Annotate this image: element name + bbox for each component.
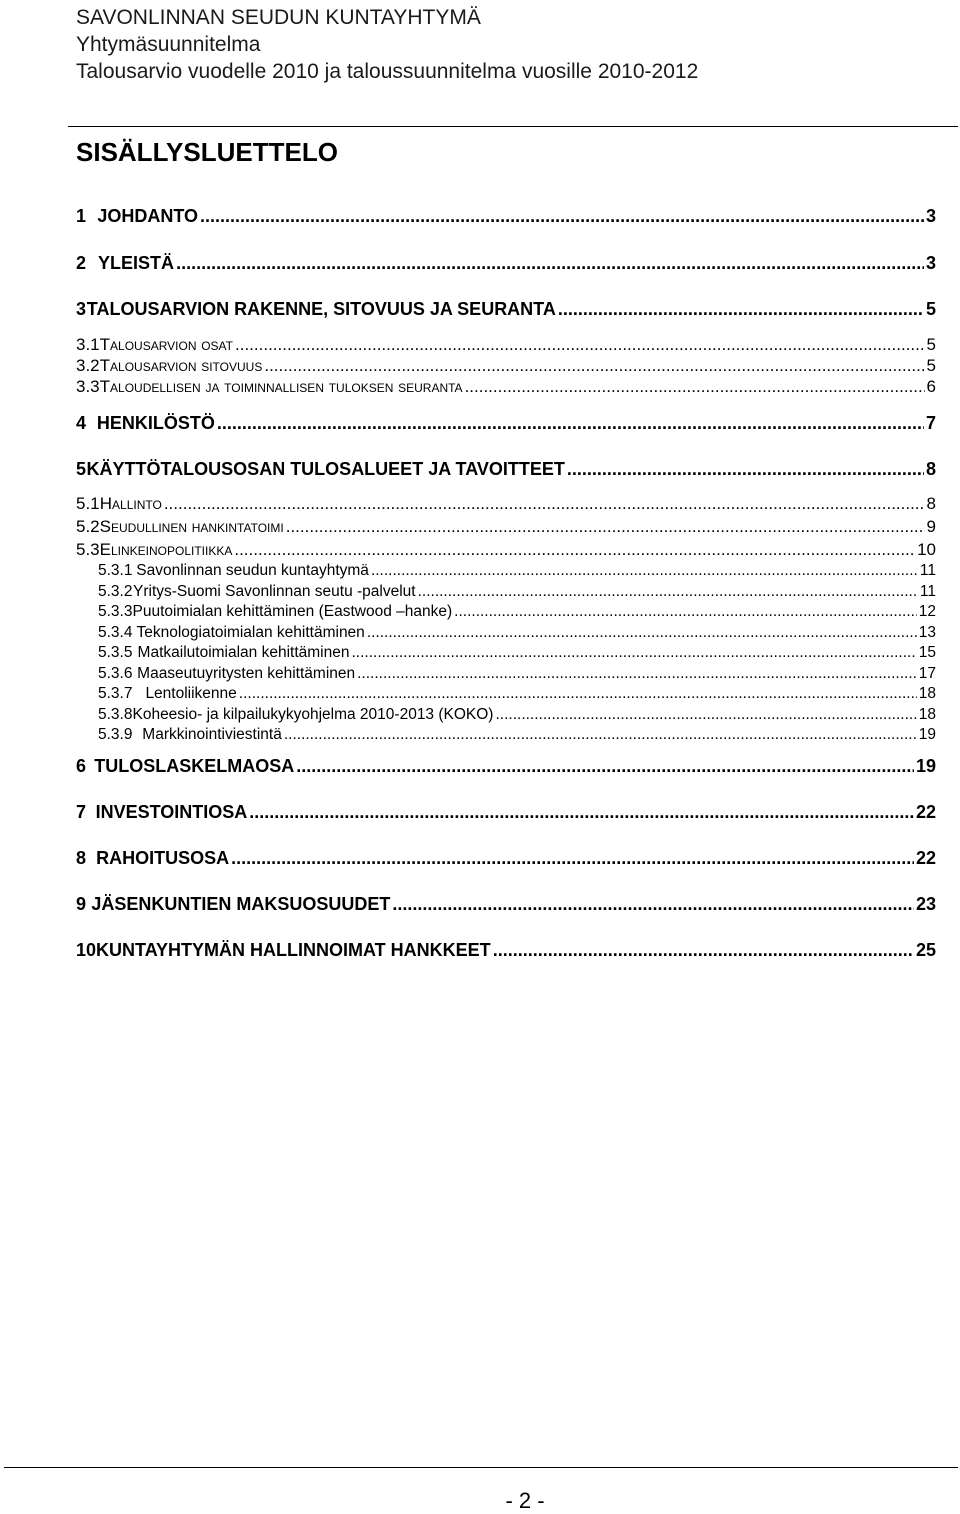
toc-entry-label: INVESTOINTIOSA <box>95 802 248 822</box>
toc-entry-page: 11 <box>919 562 936 579</box>
toc-entry[interactable] <box>76 848 936 869</box>
toc-entry-number: 5.3.4 <box>98 624 133 641</box>
toc-entry[interactable] <box>98 562 936 580</box>
toc-entry-label: JÄSENKUNTIEN MAKSUOSUUDET <box>91 894 391 914</box>
toc-entry-page: 22 <box>915 848 936 868</box>
toc-entry-label: Yritys-Suomi Savonlinnan seutu -palvelut <box>133 583 416 600</box>
toc-entry-label: Seudullinen hankintatoimi <box>99 517 284 536</box>
toc-entry-number: 2 <box>76 253 87 273</box>
toc-entry-number: 5.3.9 <box>98 726 133 743</box>
toc-entry-page: 25 <box>915 940 936 960</box>
toc-entry-number: 3.2 <box>76 356 100 375</box>
toc-entry-page: 3 <box>925 206 936 226</box>
document-header <box>76 4 698 85</box>
toc-entry-label: KÄYTTÖTALOUSOSAN TULOSALUEET JA TAVOITTEET <box>86 459 565 479</box>
toc-entry-label: Hallinto <box>99 494 162 513</box>
toc-leader-dots <box>217 413 924 434</box>
toc-entry[interactable] <box>98 624 936 642</box>
toc-entry-label: JOHDANTO <box>97 206 199 226</box>
toc-entry[interactable] <box>76 894 936 915</box>
toc-leader-dots <box>231 848 914 869</box>
toc-entry[interactable] <box>76 756 936 777</box>
toc-entry[interactable] <box>98 706 936 724</box>
toc-entry-page: 17 <box>918 665 936 682</box>
toc-leader-dots <box>286 517 925 537</box>
toc-entry-label: KUNTAYHTYMÄN HALLINNOIMAT HANKKEET <box>96 940 491 960</box>
toc-leader-dots <box>454 603 917 621</box>
toc-leader-dots <box>164 494 925 514</box>
toc-entry-page: 12 <box>918 603 936 620</box>
toc-leader-dots <box>176 253 924 274</box>
toc-entry-label: Teknologiatoimialan kehittäminen <box>136 624 365 641</box>
toc-leader-dots <box>235 335 925 355</box>
toc-leader-dots <box>465 377 925 397</box>
toc-title: SISÄLLYSLUETTELO <box>76 137 338 167</box>
toc-entry[interactable] <box>98 583 936 601</box>
footer-divider <box>4 1467 958 1468</box>
toc-entry[interactable] <box>76 517 936 537</box>
toc-leader-dots <box>558 299 924 320</box>
toc-entry-page: 7 <box>925 413 936 433</box>
toc-entry-page: 3 <box>925 253 936 273</box>
toc-leader-dots <box>284 726 917 744</box>
toc-entry-label: Talousarvion osat <box>99 335 234 354</box>
toc-entry-label: Taloudellisen ja toiminnallisen tuloksen seuranta <box>99 377 463 396</box>
toc-entry-number: 3 <box>76 299 87 319</box>
toc-entry-number: 5.3.7 <box>98 685 133 702</box>
toc-entry-label: RAHOITUSOSA <box>96 848 230 868</box>
toc-entry-label: Maaseutuyritysten kehittäminen <box>137 665 356 682</box>
toc-entry[interactable] <box>76 253 936 274</box>
toc-entry-number: 1 <box>76 206 87 226</box>
toc-entry-page: 19 <box>915 756 936 776</box>
toc-entry-page: 8 <box>926 494 936 513</box>
toc-entry[interactable] <box>76 356 936 376</box>
toc-entry-number: 9 <box>76 894 87 914</box>
toc-entry-number: 3.1 <box>76 335 100 354</box>
header-divider <box>68 126 958 127</box>
toc-entry-number: 5.3 <box>76 540 100 559</box>
header-document-title: Talousarvio vuodelle 2010 ja taloussuunnitelma vuosille 2010-2012 <box>76 60 699 83</box>
toc-entry-number: 5.3.6 <box>98 665 133 682</box>
toc-entry-number: 5.2 <box>76 517 100 536</box>
toc-entry[interactable] <box>76 377 936 397</box>
toc-leader-dots <box>495 706 916 724</box>
toc-entry-label: Koheesio- ja kilpailukykyohjelma 2010-2013 (KOKO) <box>132 706 494 723</box>
toc-entry-page: 13 <box>918 624 936 641</box>
toc-entry[interactable] <box>76 540 936 560</box>
toc-entry[interactable] <box>76 413 936 434</box>
toc-leader-dots <box>371 562 918 580</box>
toc-entry[interactable] <box>76 335 936 355</box>
toc-leader-dots <box>367 624 917 642</box>
toc-entry-page: 18 <box>918 685 936 702</box>
toc-entry-label: HENKILÖSTÖ <box>96 413 215 433</box>
toc-entry-page: 11 <box>919 583 936 600</box>
toc-leader-dots <box>264 356 924 376</box>
toc-entry-page: 8 <box>925 459 936 479</box>
toc-entry-label: YLEISTÄ <box>98 253 175 273</box>
toc-leader-dots <box>493 940 914 961</box>
toc-entry-page: 18 <box>918 706 936 723</box>
toc-entry-label: Markkinointiviestintä <box>142 726 282 743</box>
toc-entry-number: 3.3 <box>76 377 100 396</box>
toc-entry-number: 5.3.2 <box>98 583 133 600</box>
toc-entry-label: TALOUSARVION RAKENNE, SITOVUUS JA SEURANTA <box>86 299 556 319</box>
toc-entry[interactable] <box>98 665 936 683</box>
toc-entry[interactable] <box>98 726 936 744</box>
toc-leader-dots <box>296 756 914 777</box>
toc-entry-page: 6 <box>926 377 936 396</box>
toc-leader-dots <box>357 665 917 683</box>
toc-entry-label: Lentoliikenne <box>145 685 237 702</box>
toc-entry-number: 5.3.5 <box>98 644 133 661</box>
toc-leader-dots <box>249 802 914 823</box>
toc-leader-dots <box>567 459 924 480</box>
toc-entry-page: 5 <box>925 299 936 319</box>
toc-leader-dots <box>351 644 916 662</box>
toc-entry-page: 22 <box>915 802 936 822</box>
toc-entry[interactable] <box>76 299 936 320</box>
toc-entry[interactable] <box>76 940 936 961</box>
toc-entry[interactable] <box>76 494 936 514</box>
toc-entry-label: Elinkeinopolitiikka <box>99 540 233 559</box>
toc-entry-number: 5 <box>76 459 87 479</box>
toc-leader-dots <box>234 540 915 560</box>
toc-entry-page: 15 <box>918 644 936 661</box>
toc-entry-number: 5.3.3 <box>98 603 133 620</box>
toc-entry[interactable] <box>98 685 936 703</box>
toc-entry-page: 19 <box>918 726 936 743</box>
toc-leader-dots <box>239 685 917 703</box>
toc-entry-number: 7 <box>76 802 87 822</box>
toc-entry-number: 10 <box>76 940 97 960</box>
header-document-type: Yhtymäsuunnitelma <box>76 33 261 56</box>
page-number: - 2 - <box>505 1488 545 1513</box>
toc-entry-label: TULOSLASKELMAOSA <box>94 756 295 776</box>
toc-leader-dots <box>418 583 918 601</box>
toc-entry-label: Puutoimialan kehittäminen (Eastwood –hanke) <box>132 603 453 620</box>
header-organization: SAVONLINNAN SEUDUN KUNTAYHTYMÄ <box>76 6 481 29</box>
toc-entry-page: 5 <box>926 335 936 354</box>
toc-entry[interactable] <box>76 459 936 480</box>
toc-entry-number: 5.3.8 <box>98 706 133 723</box>
toc-entry-page: 23 <box>915 894 936 914</box>
toc-entry-number: 4 <box>76 413 87 433</box>
toc-entry-label: Matkailutoimialan kehittäminen <box>137 644 350 661</box>
toc-entry[interactable] <box>76 802 936 823</box>
toc-entry-number: 6 <box>76 756 87 776</box>
toc-entry-number: 8 <box>76 848 87 868</box>
toc-entry-label: Talousarvion sitovuus <box>99 356 263 375</box>
toc-entry-page: 5 <box>926 356 936 375</box>
toc-leader-dots <box>200 206 924 227</box>
toc-entry-label: Savonlinnan seudun kuntayhtymä <box>136 562 369 579</box>
toc-entry[interactable] <box>76 206 936 227</box>
toc-leader-dots <box>392 894 914 915</box>
toc-entry-number: 5.3.1 <box>98 562 133 579</box>
toc-entry[interactable] <box>98 644 936 662</box>
toc-entry-page: 10 <box>917 540 936 559</box>
toc-entry[interactable] <box>98 603 936 621</box>
toc-entry-page: 9 <box>926 517 936 536</box>
toc-entry-number: 5.1 <box>76 494 100 513</box>
